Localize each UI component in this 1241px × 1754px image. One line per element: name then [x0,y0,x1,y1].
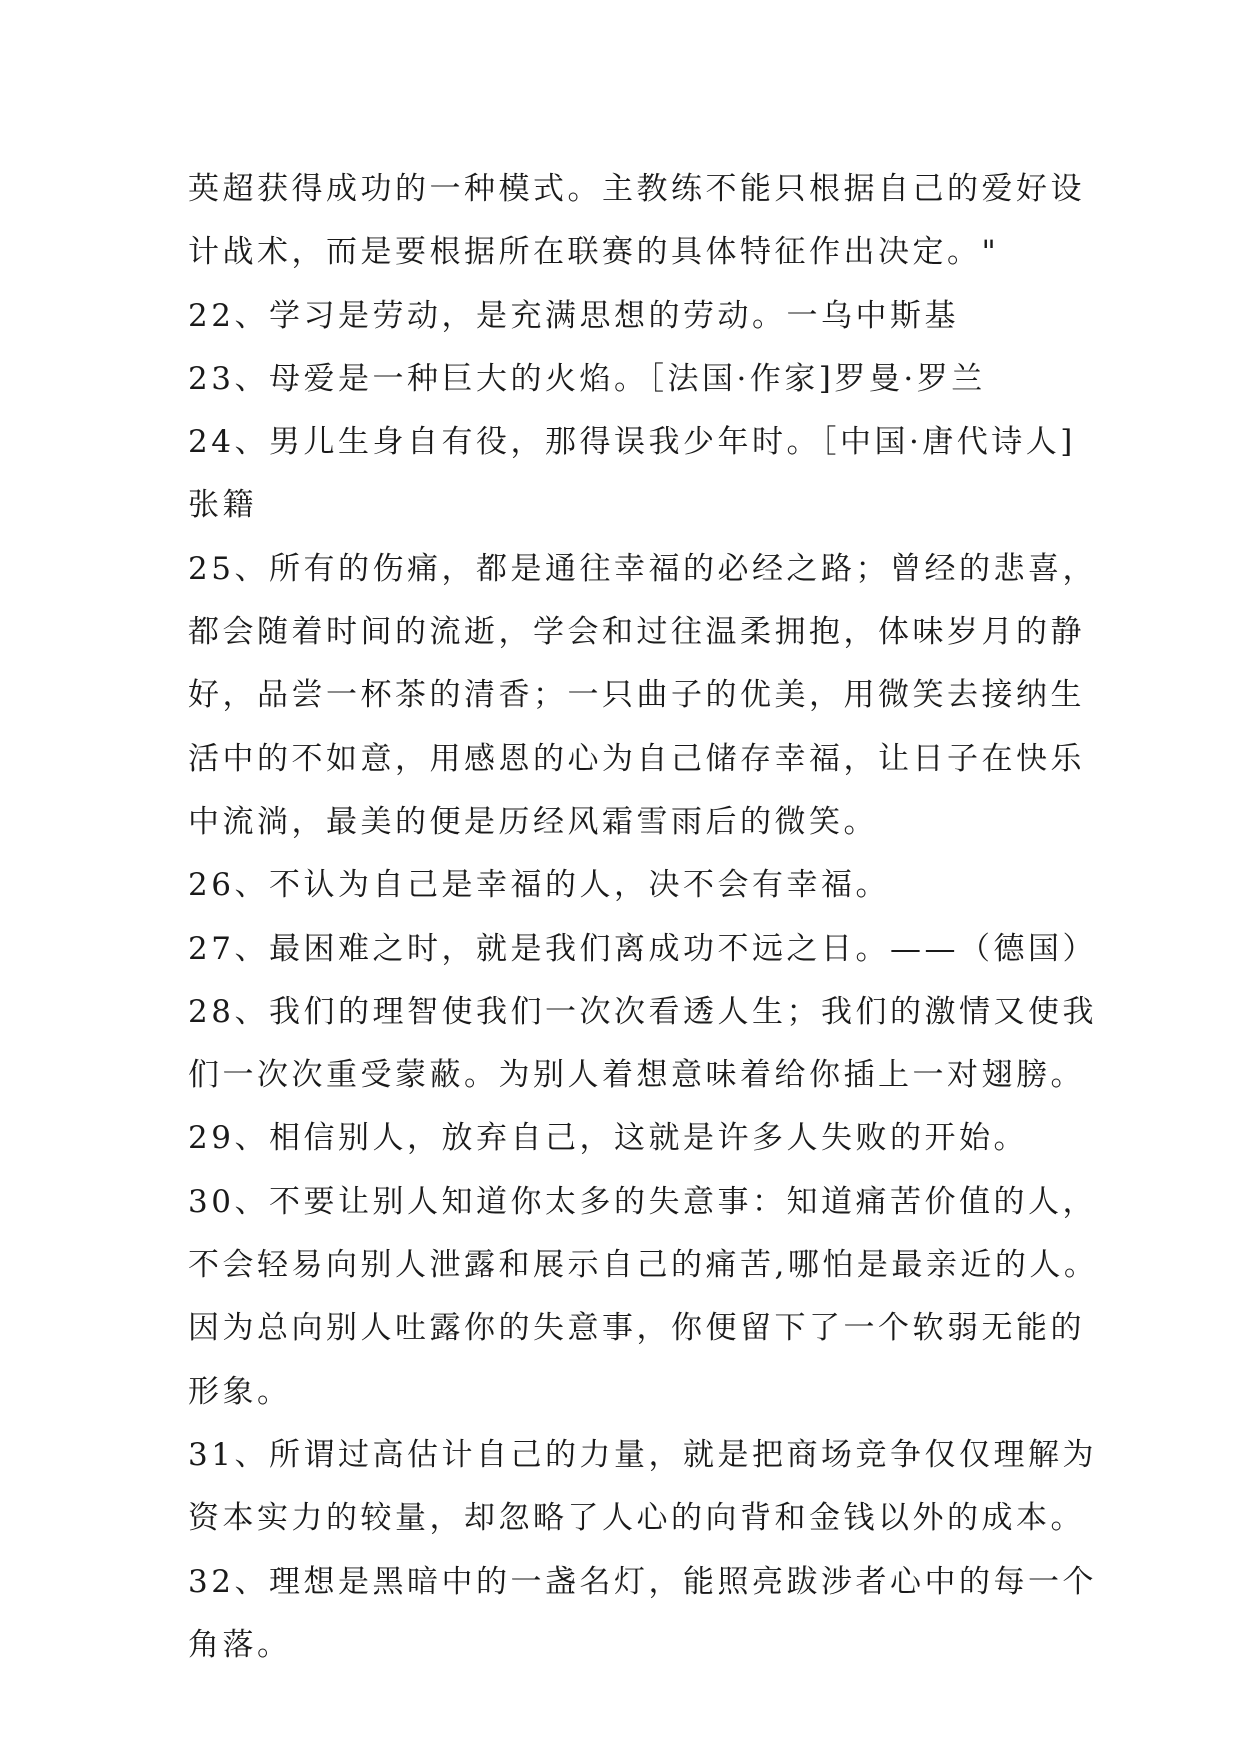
text-line: 资本实力的较量，却忽略了人心的向背和金钱以外的成本。 [188,1500,1085,1537]
quote-25: 25、所有的伤痛，都是通往幸福的必经之路；曾经的悲喜， [188,550,1097,587]
quote-32: 32、理想是黑暗中的一盏名灯，能照亮跋涉者心中的每一个 [188,1563,1097,1600]
text-line: 活中的不如意，用感恩的心为自己储存幸福，让日子在快乐 [188,740,1085,777]
quote-24: 24、男儿生身自有役，那得误我少年时。［中国·唐代诗人] [188,424,1076,461]
text-line: 因为总向别人吐露你的失意事，你便留下了一个软弱无能的 [188,1310,1085,1347]
quote-26: 26、不认为自己是幸福的人，决不会有幸福。 [188,867,890,904]
body-text [188,158,1099,1677]
text-line: 不会轻易向别人泄露和展示自己的痛苦,哪怕是最亲近的人。 [188,1247,1099,1284]
text-line: 计战术，而是要根据所在联赛的具体特征作出决定。" [188,234,1000,271]
text-line: 们一次次重受蒙蔽。为别人着想意味着给你插上一对翅膀。 [188,1057,1085,1094]
quote-29: 29、相信别人，放弃自己，这就是许多人失败的开始。 [188,1120,1028,1157]
text-line: 都会随着时间的流逝，学会和过往温柔拥抱，体味岁月的静 [188,614,1085,651]
quote-23: 23、母爱是一种巨大的火焰。［法国·作家]罗曼·罗兰 [188,360,986,397]
quote-22: 22、学习是劳动，是充满思想的劳动。一乌中斯基 [188,297,959,334]
quote-31: 31、所谓过高估计自己的力量，就是把商场竞争仅仅理解为 [188,1436,1097,1473]
text-line: 英超获得成功的一种模式。主教练不能只根据自己的爱好设 [188,171,1085,207]
quote-27: 27、最困难之时，就是我们离成功不远之日。——（德国） [188,930,1097,967]
text-line: 张籍 [188,487,257,524]
text-line: 角落。 [188,1626,292,1663]
text-line: 中流淌，最美的便是历经风霜雪雨后的微笑。 [188,803,878,840]
text-line: 好，品尝一杯茶的清香；一只曲子的优美，用微笑去接纳生 [188,677,1085,714]
text-line: 形象。 [188,1373,292,1410]
quote-30: 30、不要让别人知道你太多的失意事：知道痛苦价值的人， [188,1183,1097,1220]
quote-28: 28、我们的理智使我们一次次看透人生；我们的激情又使我 [188,993,1097,1030]
